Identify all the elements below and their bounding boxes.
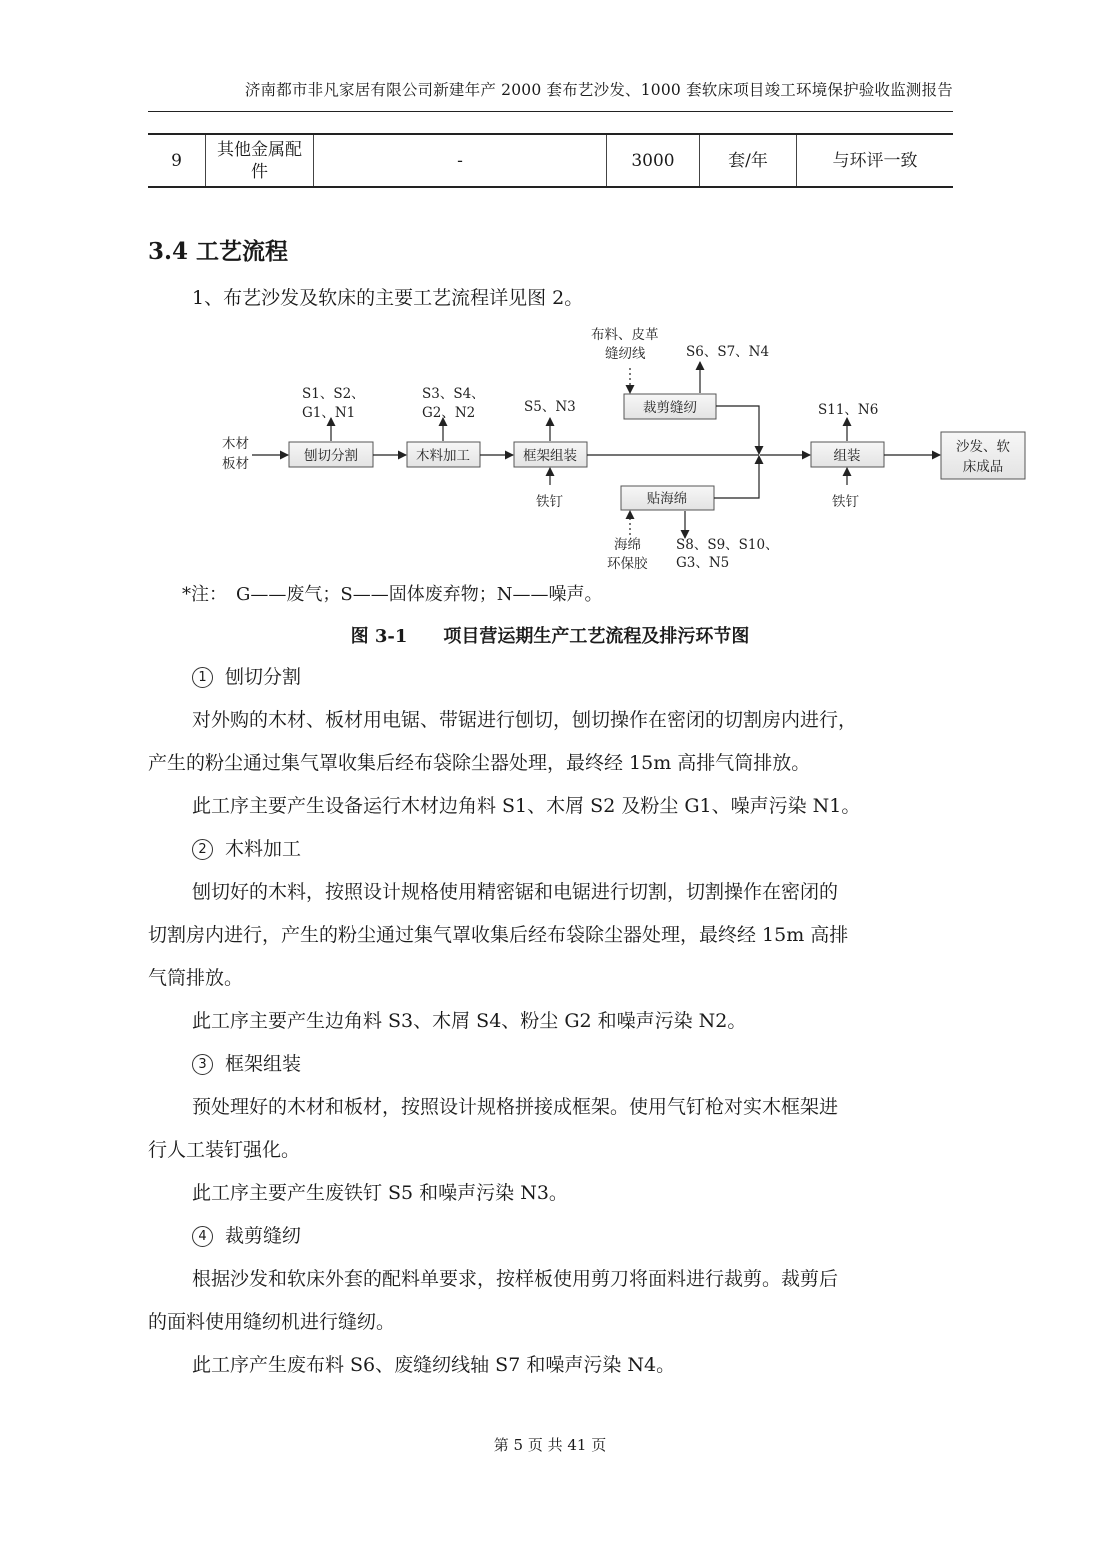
step-text-line: 此工序产生废布料 S6、废缝纫线轴 S7 和噪声污染 N4。 <box>192 1354 676 1376</box>
materials-table <box>148 133 953 188</box>
material-sew-1: 布料、皮革 <box>591 327 659 343</box>
material-frame-nail: 铁钉 <box>536 494 563 510</box>
step-text-line: 产生的粉尘通过集气罩收集后经布袋除尘器处理，最终经 15m 高排气筒排放。 <box>148 752 811 774</box>
step-text-line: 根据沙发和软床外套的配料单要求，按样板使用剪刀将面料进行裁剪。裁剪后 <box>192 1268 839 1290</box>
emission-sponge-1: S8、S9、S10、 <box>676 537 779 553</box>
box-assemble-label: 组装 <box>833 448 861 464</box>
step-heading <box>192 1224 301 1248</box>
emission-assemble: S11、N6 <box>818 402 879 418</box>
box-product-label-1: 沙发、软 <box>956 439 1010 455</box>
step-text-line: 切割房内进行，产生的粉尘通过集气罩收集后经布袋除尘器处理，最终经 15m 高排 <box>148 924 849 946</box>
step-title: 框架组装 <box>225 1053 302 1075</box>
box-product-label-2: 床成品 <box>962 459 1004 475</box>
table-cell-no: 9 <box>171 150 182 171</box>
box-frame <box>514 442 587 467</box>
emission-sew: S6、S7、N4 <box>686 344 770 360</box>
input-wood-label: 木材 <box>222 436 249 452</box>
step-text-line: 对外购的木材、板材用电锯、带锯进行刨切，刨切操作在密闭的切割房内进行， <box>192 709 858 731</box>
box-wood <box>407 442 480 467</box>
emission-sponge-2: G3、N5 <box>676 555 730 571</box>
box-sponge <box>621 486 714 510</box>
step-number-badge: 4 <box>192 1226 213 1247</box>
step-text-line: 的面料使用缝纫机进行缝纫。 <box>148 1311 396 1333</box>
step-text-line: 此工序主要产生废铁钉 S5 和噪声污染 N3。 <box>192 1182 568 1204</box>
step-title: 刨切分割 <box>225 666 302 688</box>
step-text-line: 气筒排放。 <box>148 967 244 989</box>
step-text-line: 行人工装钉强化。 <box>148 1139 301 1161</box>
emission-cut-2: G1、N1 <box>302 405 356 421</box>
intro-paragraph: 1、布艺沙发及软床的主要工艺流程详见图 2。 <box>192 287 584 309</box>
box-cut <box>289 442 373 467</box>
step-title: 木料加工 <box>225 838 302 860</box>
box-cut-label: 刨切分割 <box>304 448 358 464</box>
step-text-line: 此工序主要产生设备运行木材边角料 S1、木屑 S2 及粉尘 G1、噪声污染 N1。 <box>192 795 861 817</box>
step-number-badge: 3 <box>192 1054 213 1075</box>
box-wood-label: 木料加工 <box>416 448 470 464</box>
step-heading <box>192 837 301 861</box>
table-cell-remark: 与环评一致 <box>797 134 954 187</box>
page-footer: 第 5 页 共 41 页 <box>493 1436 607 1454</box>
box-sew <box>624 394 716 419</box>
table-cell-name <box>206 134 314 187</box>
step-number-badge: 2 <box>192 839 213 860</box>
table-cell-spec: - <box>314 134 607 187</box>
box-frame-label: 框架组装 <box>523 448 577 464</box>
emission-cut-1: S1、S2、 <box>302 386 365 402</box>
box-assemble <box>811 442 884 467</box>
box-sponge-label: 贴海绵 <box>646 491 688 507</box>
input-board-label: 板材 <box>222 456 249 472</box>
step-heading <box>192 665 301 689</box>
figure-caption: 图 3-1 项目营运期生产工艺流程及排污环节图 <box>350 626 750 647</box>
material-assemble-nail: 铁钉 <box>832 494 859 510</box>
box-product <box>941 432 1025 479</box>
table-cell-name-line1: 其他金属配 <box>217 139 302 160</box>
box-sew-label: 裁剪缝纫 <box>643 400 697 416</box>
emission-wood-1: S3、S4、 <box>422 386 485 402</box>
step-text-line: 刨切好的木料，按照设计规格使用精密锯和电锯进行切割，切割操作在密闭的 <box>192 881 839 903</box>
step-heading <box>192 1052 301 1076</box>
step-title: 裁剪缝纫 <box>225 1225 302 1247</box>
material-sew-2: 缝纫线 <box>605 346 646 362</box>
emission-frame: S5、N3 <box>524 399 576 415</box>
section-title: 3.4 工艺流程 <box>148 238 289 265</box>
table-cell-quantity: 3000 <box>607 134 700 187</box>
process-flowchart <box>0 320 1100 580</box>
flowchart-note: *注： G——废气；S——固体废弃物；N——噪声。 <box>182 584 603 605</box>
step-text-line: 预处理好的木材和板材，按照设计规格拼接成框架。使用气钉枪对实木框架进 <box>192 1096 839 1118</box>
emission-wood-2: G2、N2 <box>422 405 476 421</box>
material-sponge-1: 海绵 <box>614 537 641 553</box>
table-cell-name-line2: 件 <box>251 161 268 182</box>
material-sponge-2: 环保胶 <box>607 556 648 572</box>
table-cell-unit: 套/年 <box>700 134 797 187</box>
page-header: 济南都市非凡家居有限公司新建年产 2000 套布艺沙发、1000 套软床项目竣工环境保护验收监测报告 <box>244 81 953 99</box>
table-row <box>148 134 953 187</box>
step-number-badge: 1 <box>192 667 213 688</box>
step-text-line: 此工序主要产生边角料 S3、木屑 S4、粉尘 G2 和噪声污染 N2。 <box>192 1010 747 1032</box>
header-divider <box>148 111 953 112</box>
